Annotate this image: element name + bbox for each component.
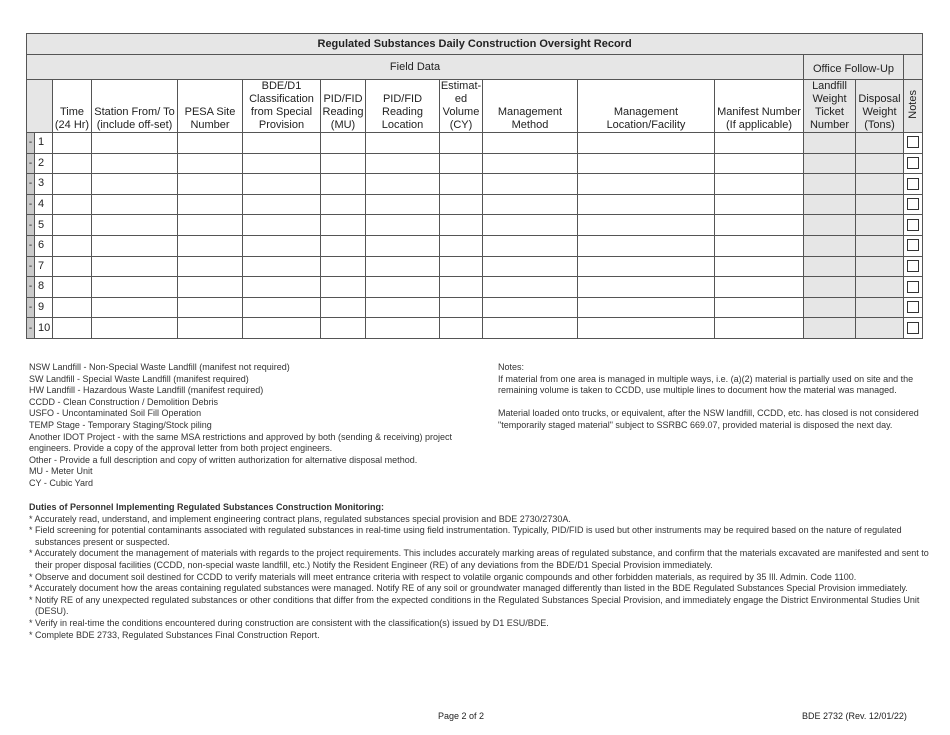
cell-mgmt-method[interactable]: [483, 215, 578, 236]
row-number: 6: [35, 235, 53, 256]
row-dash: -: [27, 194, 35, 215]
row-number: 2: [35, 153, 53, 174]
cell-time[interactable]: [53, 256, 92, 277]
cell-mgmt-method[interactable]: [483, 194, 578, 215]
cell-pid-mu[interactable]: [321, 215, 366, 236]
row-number: 10: [35, 318, 53, 339]
legend-block: [29, 362, 469, 490]
cell-mgmt-location[interactable]: [578, 215, 715, 236]
duty-item: * Verify in real-time the conditions encountered during construction are consistent with the classification(s) issued by D1 ESU/BDE.: [29, 617, 549, 628]
duty-item: * Notify RE of any unexpected regulated substances or other conditions that differ from the expected conditions in the Regulated Substances Special Provision, and immediately engage the District Environmental Studies Unit (DESU).: [29, 594, 920, 617]
cell-mgmt-location[interactable]: [578, 277, 715, 298]
table-row: [27, 153, 923, 174]
cell-pesa[interactable]: [178, 256, 243, 277]
cell-station[interactable]: [92, 133, 178, 154]
cell-manifest[interactable]: [715, 235, 804, 256]
col-pid-location: PID/FID Reading Location: [366, 80, 440, 133]
field-data-label: Field Data: [27, 55, 804, 80]
page-number: Page 2 of 2: [438, 711, 485, 721]
col-notes: Notes: [906, 89, 919, 119]
cell-notes: [904, 215, 923, 236]
cell-pid-location[interactable]: [366, 235, 440, 256]
cell-mgmt-location[interactable]: [578, 133, 715, 154]
cell-notes: [904, 174, 923, 195]
cell-manifest[interactable]: [715, 153, 804, 174]
cell-volume[interactable]: [440, 297, 483, 318]
cell-pid-mu[interactable]: [321, 153, 366, 174]
cell-pesa[interactable]: [178, 133, 243, 154]
cell-disposal-weight[interactable]: [856, 133, 904, 154]
cell-landfill-ticket[interactable]: [804, 297, 856, 318]
row-dash: -: [27, 256, 35, 277]
cell-pid-location[interactable]: [366, 174, 440, 195]
cell-volume[interactable]: [440, 318, 483, 339]
cell-manifest[interactable]: [715, 256, 804, 277]
notes-checkbox[interactable]: [907, 322, 919, 334]
cell-station[interactable]: [92, 235, 178, 256]
cell-manifest[interactable]: [715, 215, 804, 236]
cell-time[interactable]: [53, 215, 92, 236]
table-row: [27, 215, 923, 236]
legend-item: NSW Landfill - Non-Special Waste Landfill (manifest not required): [29, 362, 290, 372]
col-pesa: PESA Site Number: [178, 80, 243, 133]
form-id: BDE 2732 (Rev. 12/01/22): [802, 711, 907, 721]
cell-disposal-weight[interactable]: [856, 277, 904, 298]
legend-item: CCDD - Clean Construction / Demolition Debris: [29, 396, 219, 407]
cell-station[interactable]: [92, 318, 178, 339]
cell-pesa[interactable]: [178, 215, 243, 236]
notes-checkbox[interactable]: [907, 178, 919, 190]
cell-station[interactable]: [92, 297, 178, 318]
cell-landfill-ticket[interactable]: [804, 215, 856, 236]
cell-pesa[interactable]: [178, 194, 243, 215]
legend-item: TEMP Stage - Temporary Staging/Stock piling: [29, 419, 212, 430]
cell-station[interactable]: [92, 277, 178, 298]
cell-manifest[interactable]: [715, 277, 804, 298]
notes-para-2: Material loaded onto trucks, or equivalent, after the NSW landfill, CCDD, etc. has closed is not considered "temporarily staged material" subject to SSRBC 669.07, provided material is disposed the next day.: [498, 408, 919, 430]
duty-item: * Accurately document the management of materials with regards to the project requirements. This includes accurately marking areas of regulated substance, and confirm that the materials excavated are manifested and sent to their proper disposal facilities (CCDD, non-special waste landfill, etc.) Notify the Resident Engineer (RE) of any deviations from the BDE/D1 Special Provision immediately.: [29, 548, 929, 570]
cell-classification[interactable]: [243, 235, 321, 256]
col-disposal-weight: Disposal Weight (Tons): [856, 80, 904, 133]
cell-notes: [904, 297, 923, 318]
cell-volume[interactable]: [440, 194, 483, 215]
cell-pid-location[interactable]: [366, 153, 440, 174]
cell-pid-mu[interactable]: [321, 256, 366, 277]
table-row: [27, 174, 923, 195]
cell-manifest[interactable]: [715, 133, 804, 154]
legend-item: CY - Cubic Yard: [29, 477, 94, 488]
legend-item: Another IDOT Project - with the same MSA restrictions and approved by both (sending & receiving) project engineers. Provide a copy of the approval letter from both project engineers.: [29, 431, 453, 454]
legend-item: HW Landfill - Hazardous Waste Landfill (manifest required): [29, 385, 264, 396]
cell-pid-location[interactable]: [366, 215, 440, 236]
cell-volume[interactable]: [440, 133, 483, 154]
notes-checkbox[interactable]: [907, 239, 919, 251]
cell-landfill-ticket[interactable]: [804, 256, 856, 277]
cell-pesa[interactable]: [178, 153, 243, 174]
cell-volume[interactable]: [440, 235, 483, 256]
duty-item: * Accurately read, understand, and implement engineering contract plans, regulated substances special provision and BDE 2730/2730A.: [29, 513, 571, 524]
cell-time[interactable]: [53, 174, 92, 195]
cell-pesa[interactable]: [178, 318, 243, 339]
table-row: [27, 318, 923, 339]
notes-checkbox[interactable]: [907, 136, 919, 148]
cell-notes: [904, 194, 923, 215]
duty-item: * Observe and document soil destined for CCDD to verify materials will meet entrance criteria with respect to volatile organic compounds and other forbidden materials, as required by 35 Ill. Admin. Code 1100.: [29, 571, 857, 582]
cell-mgmt-method[interactable]: [483, 174, 578, 195]
cell-pid-mu[interactable]: [321, 277, 366, 298]
cell-classification[interactable]: [243, 174, 321, 195]
col-time: Time (24 Hr): [53, 80, 92, 133]
cell-landfill-ticket[interactable]: [804, 235, 856, 256]
table-row: [27, 256, 923, 277]
cell-disposal-weight[interactable]: [856, 297, 904, 318]
cell-pid-location[interactable]: [366, 256, 440, 277]
cell-time[interactable]: [53, 277, 92, 298]
notes-checkbox[interactable]: [907, 301, 919, 313]
cell-mgmt-method[interactable]: [483, 277, 578, 298]
notes-block: [498, 362, 922, 432]
cell-mgmt-method[interactable]: [483, 153, 578, 174]
cell-time[interactable]: [53, 133, 92, 154]
cell-mgmt-method[interactable]: [483, 235, 578, 256]
cell-disposal-weight[interactable]: [856, 174, 904, 195]
col-mgmt-method: Management Method: [483, 80, 578, 133]
cell-mgmt-location[interactable]: [578, 153, 715, 174]
col-station: Station From/ To (include off-set): [92, 80, 178, 133]
cell-pesa[interactable]: [178, 297, 243, 318]
cell-disposal-weight[interactable]: [856, 215, 904, 236]
office-followup-label: Office Follow-Up: [804, 55, 904, 80]
cell-mgmt-location[interactable]: [578, 235, 715, 256]
cell-classification[interactable]: [243, 194, 321, 215]
cell-pid-mu[interactable]: [321, 318, 366, 339]
cell-notes: [904, 235, 923, 256]
cell-mgmt-location[interactable]: [578, 194, 715, 215]
oversight-record-table: [26, 33, 923, 339]
cell-mgmt-method[interactable]: [483, 297, 578, 318]
cell-classification[interactable]: [243, 153, 321, 174]
notes-title: Notes:: [498, 362, 525, 372]
cell-disposal-weight[interactable]: [856, 153, 904, 174]
row-number: 5: [35, 215, 53, 236]
row-dash: -: [27, 318, 35, 339]
cell-time[interactable]: [53, 194, 92, 215]
legend-item: SW Landfill - Special Waste Landfill (manifest required): [29, 373, 249, 384]
cell-classification[interactable]: [243, 277, 321, 298]
col-pid-mu: PID/FID Reading (MU): [321, 80, 366, 133]
cell-classification[interactable]: [243, 318, 321, 339]
cell-pid-mu[interactable]: [321, 297, 366, 318]
cell-classification[interactable]: [243, 133, 321, 154]
cell-station[interactable]: [92, 194, 178, 215]
duties-block: [29, 502, 929, 641]
cell-station[interactable]: [92, 174, 178, 195]
col-classification: BDE/D1 Classification from Special Provision: [243, 80, 321, 133]
cell-time[interactable]: [53, 318, 92, 339]
cell-station[interactable]: [92, 256, 178, 277]
cell-manifest[interactable]: [715, 194, 804, 215]
row-dash: -: [27, 277, 35, 298]
col-manifest: Manifest Number (If applicable): [715, 80, 804, 133]
cell-pesa[interactable]: [178, 277, 243, 298]
table-row: [27, 133, 923, 154]
notes-checkbox[interactable]: [907, 219, 919, 231]
table-row: [27, 194, 923, 215]
cell-pid-mu[interactable]: [321, 174, 366, 195]
cell-notes: [904, 256, 923, 277]
cell-landfill-ticket[interactable]: [804, 277, 856, 298]
cell-time[interactable]: [53, 297, 92, 318]
cell-pid-location[interactable]: [366, 277, 440, 298]
cell-landfill-ticket[interactable]: [804, 153, 856, 174]
duty-item: * Accurately document how the areas containing regulated substances were managed. Notify RE of any soil or groundwater managed differently than listed in the BDE Regulated Substances Special Provision immediately.: [29, 583, 908, 594]
cell-pid-location[interactable]: [366, 194, 440, 215]
cell-mgmt-location[interactable]: [578, 297, 715, 318]
col-mgmt-location: Management Location/Facility: [578, 80, 715, 133]
cell-mgmt-method[interactable]: [483, 256, 578, 277]
notes-checkbox[interactable]: [907, 260, 919, 272]
row-dash: -: [27, 153, 35, 174]
cell-volume[interactable]: [440, 277, 483, 298]
cell-manifest[interactable]: [715, 174, 804, 195]
row-number: 9: [35, 297, 53, 318]
cell-disposal-weight[interactable]: [856, 235, 904, 256]
cell-pid-location[interactable]: [366, 318, 440, 339]
row-dash: -: [27, 297, 35, 318]
row-dash: -: [27, 235, 35, 256]
cell-manifest[interactable]: [715, 318, 804, 339]
cell-notes: [904, 277, 923, 298]
table-title: Regulated Substances Daily Construction Oversight Record: [27, 34, 923, 55]
cell-time[interactable]: [53, 235, 92, 256]
cell-mgmt-location[interactable]: [578, 318, 715, 339]
cell-pid-mu[interactable]: [321, 235, 366, 256]
cell-mgmt-location[interactable]: [578, 174, 715, 195]
cell-landfill-ticket[interactable]: [804, 133, 856, 154]
cell-disposal-weight[interactable]: [856, 256, 904, 277]
cell-station[interactable]: [92, 153, 178, 174]
cell-landfill-ticket[interactable]: [804, 174, 856, 195]
duty-item: * Field screening for potential contaminants associated with regulated substances in real-time using field instrumentation. Typically, PID/FID is used but other instruments may be required based on the nature of regulated substances present or suspected.: [29, 525, 902, 547]
col-landfill-ticket: Landfill Weight Ticket Number: [804, 80, 856, 133]
cell-pid-location[interactable]: [366, 133, 440, 154]
cell-classification[interactable]: [243, 297, 321, 318]
cell-disposal-weight[interactable]: [856, 194, 904, 215]
cell-volume[interactable]: [440, 153, 483, 174]
cell-mgmt-method[interactable]: [483, 133, 578, 154]
notes-para-1: If material from one area is managed in multiple ways, i.e. (a)(2) material is partially used on site and the remaining volume is taken to CCDD, use multiple lines to document how the material was managed.: [498, 373, 914, 396]
cell-pid-mu[interactable]: [321, 133, 366, 154]
table-row: [27, 235, 923, 256]
cell-volume[interactable]: [440, 215, 483, 236]
cell-landfill-ticket[interactable]: [804, 318, 856, 339]
cell-pid-mu[interactable]: [321, 194, 366, 215]
cell-notes: [904, 318, 923, 339]
duties-title: Duties of Personnel Implementing Regulated Substances Construction Monitoring:: [29, 502, 385, 512]
cell-pesa[interactable]: [178, 174, 243, 195]
row-number: 3: [35, 174, 53, 195]
table-row: [27, 297, 923, 318]
cell-notes: [904, 153, 923, 174]
row-number: 8: [35, 277, 53, 298]
row-dash: -: [27, 174, 35, 195]
col-volume: Estimat-ed Volume (CY): [440, 80, 482, 131]
row-number: 7: [35, 256, 53, 277]
notes-checkbox[interactable]: [907, 157, 919, 169]
cell-mgmt-location[interactable]: [578, 256, 715, 277]
cell-manifest[interactable]: [715, 297, 804, 318]
legend-item: Other - Provide a full description and copy of written authorization for alternative disposal method.: [29, 454, 418, 465]
cell-volume[interactable]: [440, 256, 483, 277]
notes-checkbox[interactable]: [907, 198, 919, 210]
notes-checkbox[interactable]: [907, 281, 919, 293]
duty-item: * Complete BDE 2733, Regulated Substances Final Construction Report.: [29, 629, 320, 640]
cell-station[interactable]: [92, 215, 178, 236]
row-number: 1: [35, 133, 53, 154]
table-row: [27, 277, 923, 298]
row-number: 4: [35, 194, 53, 215]
cell-pid-location[interactable]: [366, 297, 440, 318]
cell-disposal-weight[interactable]: [856, 318, 904, 339]
cell-time[interactable]: [53, 153, 92, 174]
cell-landfill-ticket[interactable]: [804, 194, 856, 215]
legend-item: USFO - Uncontaminated Soil Fill Operation: [29, 408, 202, 419]
cell-pesa[interactable]: [178, 235, 243, 256]
cell-volume[interactable]: [440, 174, 483, 195]
row-dash: -: [27, 215, 35, 236]
cell-classification[interactable]: [243, 256, 321, 277]
row-dash: -: [27, 133, 35, 154]
legend-item: MU - Meter Unit: [29, 466, 93, 477]
cell-classification[interactable]: [243, 215, 321, 236]
cell-mgmt-method[interactable]: [483, 318, 578, 339]
cell-notes: [904, 133, 923, 154]
